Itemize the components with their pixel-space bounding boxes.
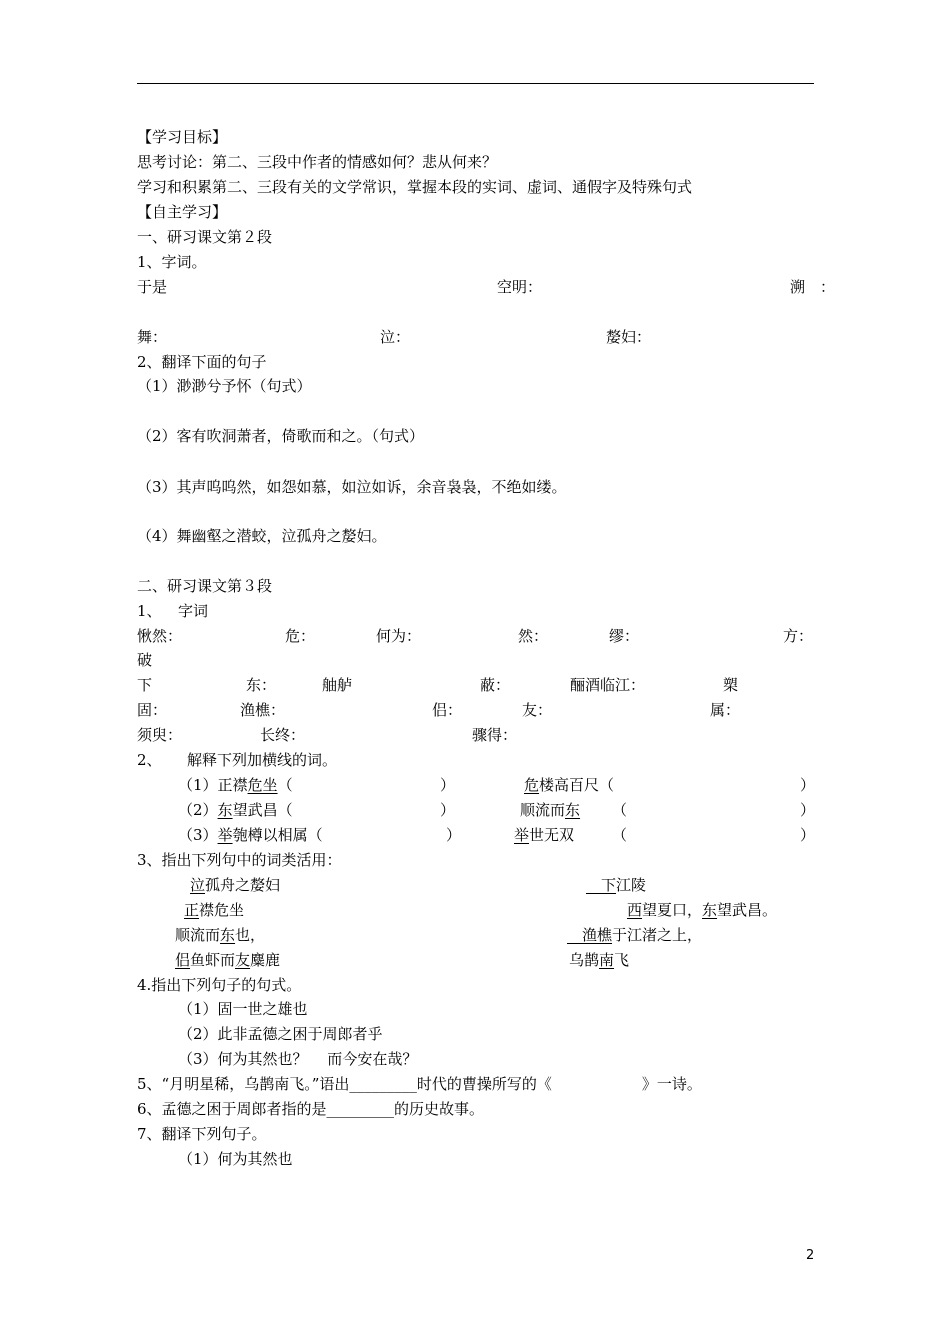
word-wu: 舞： xyxy=(137,328,168,346)
word-lifu: 嫠妇： xyxy=(606,328,652,346)
vocab-hewei: 何为： xyxy=(376,627,422,645)
vocab-qiaoran: 愀然： xyxy=(137,627,183,645)
vocab-ran: 然： xyxy=(518,627,549,645)
s2-q2-label: 解释下列加横线的词。 xyxy=(187,751,338,769)
explain-2a: （2）东望武昌（ xyxy=(178,801,293,819)
pattern-1: （1）固一世之雄也 xyxy=(178,1000,308,1018)
usage-1b: 下江陵 xyxy=(601,876,647,894)
usage-4a: 侣鱼虾而友麋鹿 xyxy=(175,951,281,969)
vocab-shijiu: 酾酒临江： xyxy=(570,676,646,694)
vocab-xia: 下 xyxy=(137,676,153,694)
s2-question-3: 3、指出下列句中的词类活用： xyxy=(137,851,342,869)
word-kongming: 空明： xyxy=(497,278,543,296)
s2-question-6: 6、孟德之困于周郎者指的是_________的历史故事。 xyxy=(137,1100,485,1118)
goal-title: 【学习目标】 xyxy=(137,128,228,146)
s2-q1-num: 1、 xyxy=(137,602,162,620)
vocab-wei: 危： xyxy=(285,627,316,645)
explain-1a: （1）正襟危坐（ xyxy=(178,776,293,794)
vocab-you: 友： xyxy=(522,701,553,719)
vocab-zhoude: 骤得： xyxy=(472,726,518,744)
goal-line-2: 学习和积累第二、三段有关的文学常识，掌握本段的实词、虚词、通假字及特殊句式 xyxy=(137,178,693,196)
explain-3b: 举世无双 xyxy=(514,826,575,844)
header-rule xyxy=(137,83,814,84)
usage-3b: 渔樵于江渚之上， xyxy=(582,926,703,944)
explain-3a-close: ） xyxy=(446,826,462,844)
translate-4: （4）舞幽壑之潜蛟，泣孤舟之嫠妇。 xyxy=(137,527,387,545)
pattern-3: （3）何为其然也？ 而今安在哉？ xyxy=(178,1050,418,1068)
vocab-lv: 侣： xyxy=(432,701,463,719)
s2-q2-num: 2、 xyxy=(137,751,162,769)
section-2-title: 二、研习课文第３段 xyxy=(137,577,273,595)
explain-2b-close: ） xyxy=(800,801,816,819)
s1-question-1: 1、字词。 xyxy=(137,253,207,271)
vocab-xuyu: 须臾： xyxy=(137,726,183,744)
page-number: 2 xyxy=(806,1248,815,1263)
vocab-changzhong: 长终： xyxy=(260,726,306,744)
s2-question-5: 5、“月明星稀，乌鹊南飞。”语出_________时代的曹操所写的《 》一诗。 xyxy=(137,1075,702,1093)
vocab-shu: 属： xyxy=(710,701,741,719)
vocab-dong: 东： xyxy=(246,676,277,694)
s2-q1-label: 字词 xyxy=(178,602,209,620)
vocab-zhulu: 舳舻 xyxy=(322,676,353,694)
vocab-shuo: 槊 xyxy=(723,676,739,694)
explain-1b-close: ） xyxy=(800,776,816,794)
translate-2: （2）客有吹洞萧者，倚歌而和之。（句式） xyxy=(137,427,425,445)
explain-2b: 顺流而东 xyxy=(520,801,581,819)
s2-question-7: 7、翻译下列句子。 xyxy=(137,1125,267,1143)
vocab-bi: 蔽： xyxy=(480,676,511,694)
explain-2b-open: （ xyxy=(612,801,628,819)
usage-2a: 正襟危坐 xyxy=(184,901,245,919)
translate-3: （3）其声呜呜然，如怨如慕，如泣如诉，余音袅袅，不绝如缕。 xyxy=(137,478,567,496)
word-su: 溯 ： xyxy=(790,278,836,296)
explain-1b: 危楼高百尺（ xyxy=(524,776,615,794)
translate-1: （1）渺渺兮予怀（句式） xyxy=(137,377,312,395)
vocab-po: 破 xyxy=(137,651,153,669)
vocab-yuqiao: 渔樵： xyxy=(240,701,286,719)
explain-3b-open: （ xyxy=(612,826,628,844)
explain-3a: （3）举匏樽以相属（ xyxy=(178,826,323,844)
usage-1a: 泣孤舟之嫠妇 xyxy=(190,876,281,894)
explain-2a-close: ） xyxy=(440,801,456,819)
goal-line-1: 思考讨论：第二、三段中作者的情感如何？悲从何来？ xyxy=(137,153,498,171)
usage-4b: 乌鹊南飞 xyxy=(569,951,630,969)
vocab-fang: 方： xyxy=(783,627,814,645)
usage-3a: 顺流而东也， xyxy=(175,926,266,944)
render-1: （1）何为其然也 xyxy=(178,1150,293,1168)
section-1-title: 一、研习课文第２段 xyxy=(137,228,273,246)
word-yushi: 于是 xyxy=(137,278,168,296)
word-qi: 泣： xyxy=(380,328,411,346)
vocab-miao: 缪： xyxy=(609,627,640,645)
explain-1a-close: ） xyxy=(440,776,456,794)
usage-2b: 西望夏口，东望武昌。 xyxy=(627,901,778,919)
vocab-gu: 固： xyxy=(137,701,168,719)
explain-3b-close: ） xyxy=(800,826,816,844)
pattern-2: （2）此非孟德之困于周郎者乎 xyxy=(178,1025,383,1043)
self-study-title: 【自主学习】 xyxy=(137,203,228,221)
s2-question-4: 4.指出下列句子的句式。 xyxy=(137,976,302,994)
s1-question-2: 2、翻译下面的句子 xyxy=(137,353,267,371)
